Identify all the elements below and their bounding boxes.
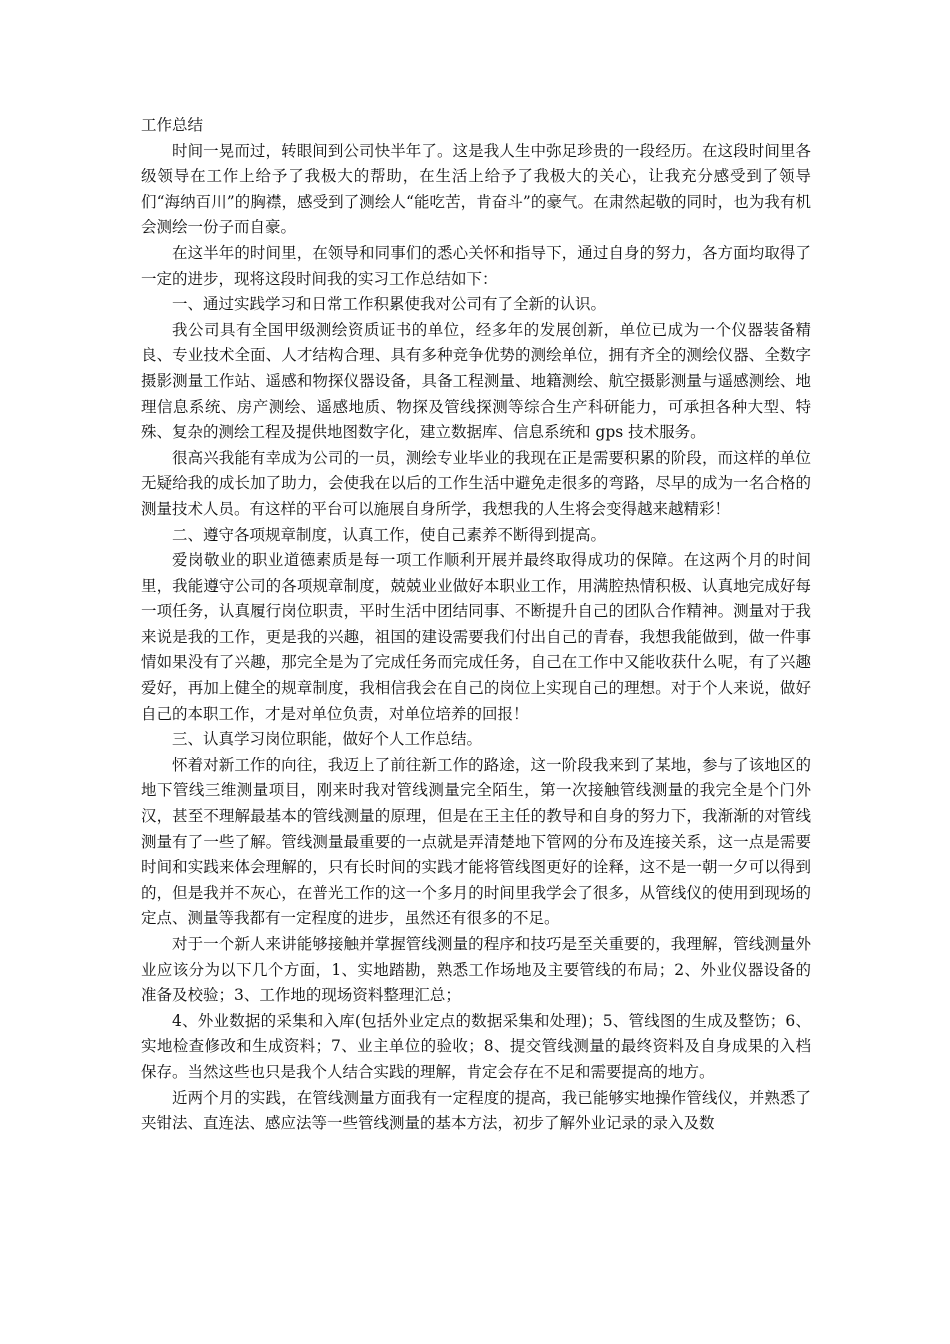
paragraph-member: 很高兴我能有幸成为公司的一员，测绘专业毕业的我现在正是需要积累的阶段，而这样的单位无疑给我的成长加了助力，会使我在以后的工作生活中避免走很多的弯路，尽早的成为一名合格的测量技术人员。有这样的平台可以施展自身所学，我想我的人生将会变得越来越精彩！	[141, 448, 811, 518]
paragraph-steps-1: 对于一个新人来讲能够接触并掌握管线测量的程序和技巧是至关重要的，我理解，管线测量外业应该分为以下几个方面，1、实地踏勘，熟悉工作场地及主要管线的布局；2、外业仪器设备的准备及校验；3、工作地的现场资料整理汇总；	[141, 935, 811, 1005]
section-heading-3: 三、认真学习岗位职能，做好个人工作总结。	[172, 730, 483, 749]
paragraph-dedication: 爱岗敬业的职业道德素质是每一项工作顺利开展并最终取得成功的保障。在这两个月的时间里，我能遵守公司的各项规章制度，兢兢业业做好本职业工作，用满腔热情积极、认真地完成好每一项任务，认真履行岗位职责，平时生活中团结同事、不断提升自己的团队合作精神。测量对于我来说是我的工作，更是我的兴趣，祖国的建设需要我们付出自己的青春，我想我能做到，做一件事情如果没有了兴趣，那完全是为了完成任务而完成任务，自己在工作中又能收获什么呢，有了兴趣爱好，再加上健全的规章制度，我相信我会在自己的岗位上实现自己的理想。对于个人来说，做好自己的本职工作，才是对单位负责，对单位培养的回报！	[141, 551, 811, 723]
paragraph-practice: 近两个月的实践，在管线测量方面我有一定程度的提高，我已能够实地操作管线仪，并熟悉了夹钳法、直连法、感应法等一些管线测量的基本方法，初步了解外业记录的录入及数	[141, 1088, 811, 1133]
paragraph-intro: 时间一晃而过，转眼间到公司快半年了。这是我人生中弥足珍贵的一段经历。在这段时间里各级领导在工作上给予了我极大的帮助，在生活上给予了我极大的关心，让我充分感受到了领导们“海纳百川”的胸襟，感受到了测绘人“能吃苦，肯奋斗”的豪气。在肃然起敬的同时，也为我有机会测绘一份子而自豪。	[141, 141, 811, 237]
document-body	[141, 113, 811, 1137]
paragraph-company: 我公司具有全国甲级测绘资质证书的单位，经多年的发展创新，单位已成为一个仪器装备精良、专业技术全面、人才结构合理、具有多种竞争优势的测绘单位，拥有齐全的测绘仪器、全数字摄影测量工作站、遥感和物探仪器设备，具备工程测量、地籍测绘、航空摄影测量与遥感测绘、地理信息系统、房产测绘、遥感地质、物探及管线探测等综合生产科研能力，可承担各种大型、特殊、复杂的测绘工程及提供地图数字化，建立数据库、信息系统和 gps 技术服务。	[141, 320, 811, 442]
section-heading-2: 二、遵守各项规章制度，认真工作，使自己素养不断得到提高。	[172, 525, 607, 544]
paragraph-progress: 在这半年的时间里，在领导和同事们的悉心关怀和指导下，通过自身的努力，各方面均取得了一定的进步，现将这段时间我的实习工作总结如下：	[141, 243, 811, 288]
paragraph-steps-2: 4、外业数据的采集和入库(包括外业定点的数据采集和处理)；5、管线图的生成及整饬；6、实地检查修改和生成资料；7、业主单位的验收；8、提交管线测量的最终资料及自身成果的入档保存。当然这些也只是我个人结合实践的理解，肯定会存在不足和需要提高的地方。	[141, 1011, 811, 1081]
section-heading-1: 一、通过实践学习和日常工作积累使我对公司有了全新的认识。	[172, 295, 607, 314]
document-title: 工作总结	[141, 116, 204, 134]
paragraph-pipeline: 怀着对新工作的向往，我迈上了前往新工作的路途，这一阶段我来到了某地，参与了该地区的地下管线三维测量项目，刚来时我对管线测量完全陌生，第一次接触管线测量的我完全是个门外汉，甚至不理解最基本的管线测量的原理，但是在王主任的教导和自身的努力下，我渐渐的对管线测量有了一些了解。管线测量最重要的一点就是弄清楚地下管网的分布及连接关系，这一点是需要时间和实践来体会理解的，只有长时间的实践才能将管线图更好的诠释，这不是一朝一夕可以得到的，但是我并不灰心，在普光工作的这一个多月的时间里我学会了很多，从管线仪的使用到现场的定点、测量等我都有一定程度的进步，虽然还有很多的不足。	[141, 755, 811, 928]
